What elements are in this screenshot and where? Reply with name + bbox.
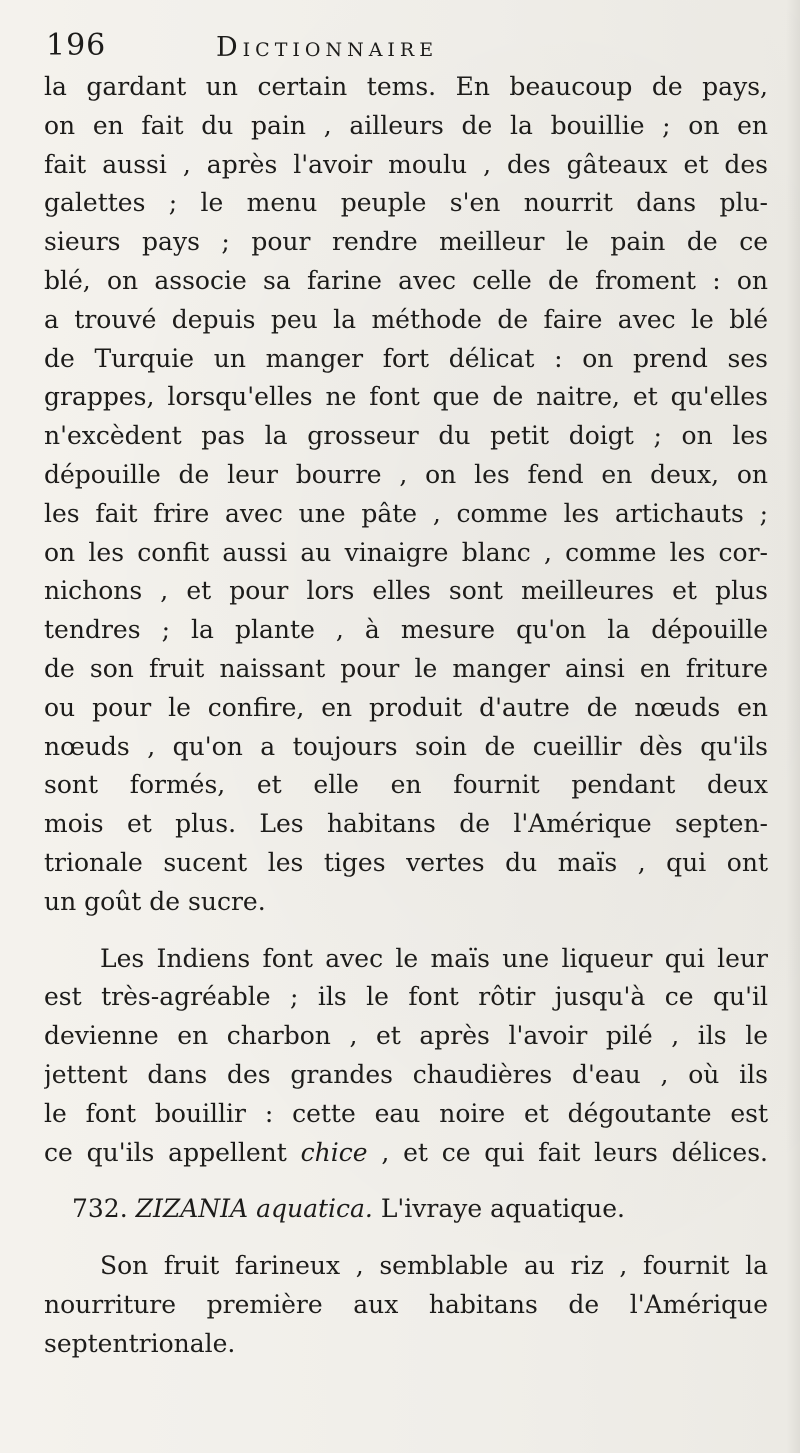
body-text [44, 68, 768, 1364]
page-number: 196 [46, 28, 107, 63]
page-header [0, 24, 800, 68]
text-line: dépouille de leur bourre , on les fend en deux, on [44, 459, 768, 489]
text-fragment: , et ce qui fait leurs délices. [367, 1137, 768, 1167]
text-line: de Turquie un manger fort délicat : on prend ses [44, 343, 768, 373]
entry-species: aquatica. [256, 1194, 373, 1224]
text-fragment: ce qu'ils appellent [44, 1137, 301, 1167]
text-line: grappes, lorsqu'elles ne font que de naitre, et qu'elles [44, 382, 768, 412]
paragraph-gap [44, 1229, 768, 1247]
text-line: devienne en charbon , et après l'avoir pilé , ils le [44, 1021, 768, 1051]
paragraph-zizania [44, 1247, 768, 1363]
text-line: Les Indiens font avec le maïs une liqueur qui leur [100, 943, 768, 973]
running-title: Dictionnaire [216, 32, 439, 63]
text-line: jettent dans des grandes chaudières d'eau , où ils [44, 1059, 768, 1089]
text-line: galettes ; le menu peuple s'en nourrit dans plu- [44, 188, 768, 218]
paragraph-maize-uses [44, 68, 768, 922]
text-line: on en fait du pain , ailleurs de la bouillie ; on en [44, 110, 768, 140]
text-line: les fait frire avec une pâte , comme les artichauts ; [44, 498, 768, 528]
entry-heading [44, 1190, 768, 1229]
paragraph-indian-liquor [44, 940, 768, 1173]
text-line: n'excèdent pas la grosseur du petit doigt ; on les [44, 421, 768, 451]
term-chice: chice [300, 1137, 368, 1167]
text-line: mois et plus. Les habitans de l'Amérique septen- [44, 809, 768, 839]
text-line: le font bouillir : cette eau noire et dégoutante est [44, 1098, 768, 1128]
text-line: tendres ; la plante , à mesure qu'on la dépouille [44, 615, 768, 645]
text-line: fait aussi , après l'avoir moulu , des gâteaux et des [44, 149, 768, 179]
text-line: sont formés, et elle en fournit pendant deux [44, 770, 768, 800]
text-line: de son fruit naissant pour le manger ainsi en friture [44, 653, 768, 683]
entry-number: 732. [72, 1194, 128, 1224]
page-edge-shadow [786, 0, 800, 1453]
paragraph-gap [44, 922, 768, 940]
text-line: nichons , et pour lors elles sont meilleures et plus [44, 576, 768, 606]
text-line: sieurs pays ; pour rendre meilleur le pain de ce [44, 227, 768, 257]
text-line: nœuds , qu'on a toujours soin de cueillir dès qu'ils [44, 731, 768, 761]
text-line: est très-agréable ; ils le font rôtir jusqu'à ce qu'il [44, 982, 768, 1012]
text-line [44, 1134, 768, 1173]
entry-genus: ZIZANIA [135, 1194, 249, 1224]
text-line: nourriture première aux habitans de l'Amérique [44, 1289, 768, 1319]
paragraph-gap [44, 1172, 768, 1190]
text-line: blé, on associe sa farine avec celle de froment : on [44, 265, 768, 295]
text-line: Son fruit farineux , semblable au riz , fournit la [100, 1251, 768, 1281]
text-line: trionale sucent les tiges vertes du maïs , qui ont [44, 847, 768, 877]
entry-common-name: L'ivraye aquatique. [380, 1194, 625, 1224]
text-line: ou pour le confire, en produit d'autre de nœuds en [44, 692, 768, 722]
text-line: septentrionale. [44, 1328, 236, 1358]
text-line: un goût de sucre. [44, 886, 266, 916]
text-line: a trouvé depuis peu la méthode de faire avec le blé [44, 304, 768, 334]
text-line: la gardant un certain tems. En beaucoup de pays, [44, 72, 768, 101]
text-line: on les confit aussi au vinaigre blanc , comme les cor- [44, 537, 768, 567]
